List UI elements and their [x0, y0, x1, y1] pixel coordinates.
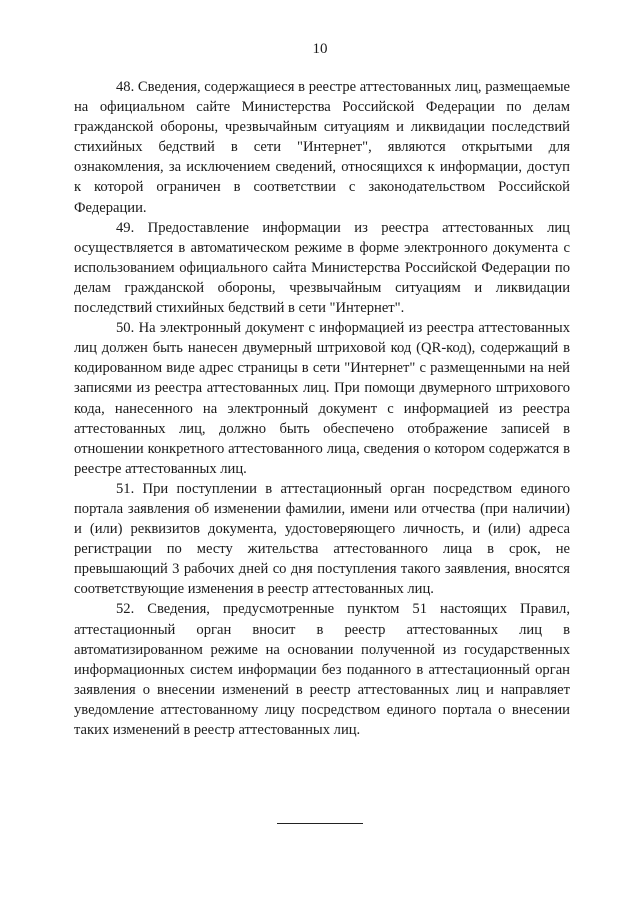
paragraph-52: 52. Сведения, предусмотренные пунктом 51 настоящих Правил, аттестационный орган вносит в реестр аттестованных лиц в автоматизированном режиме на основании полученной из государственных информационных систем информации без поданного в аттестационный орган заявления о внесении изменений в реестр аттестованных лиц и направляет уведомление аттестованному лицу посредством единого портала о внесении таких изменений в реестр аттестованных лиц.: [74, 601, 570, 738]
document-body: [74, 77, 570, 740]
paragraph-49: 49. Предоставление информации из реестра аттестованных лиц осуществляется в автоматическом режиме в форме электронного документа с использованием официального сайта Министерства Российской Федерации по делам гражданской обороны, чрезвычайным ситуациям и ликвидации последствий стихийных бедствий в сети "Интернет".: [74, 219, 570, 317]
page-number: 10: [312, 41, 328, 57]
paragraph-51: 51. При поступлении в аттестационный орган посредством единого портала заявления об изменении фамилии, имени или отчества (при наличии) и (или) реквизитов документа, удостоверяющего личность, и (или) адреса регистрации по месту жительства аттестованного лица в срок, не превышающий 3 рабочих дней со дня поступления такого заявления, вносятся соответствующие изменения в реестр аттестованных лиц.: [74, 480, 570, 598]
paragraph-50: 50. На электронный документ с информацией из реестра аттестованных лиц должен быть нанесен двумерный штриховой код (QR-код), содержащий в кодированном виде адрес страницы в сети "Интернет" с размещенными на ней записями из реестра аттестованных лиц. При помощи двумерного штрихового кода, нанесенного на электронный документ с информацией из реестра аттестованных лиц, должно быть обеспечено отображение записей в отношении конкретного аттестованного лица, сведения о котором содержатся в реестре аттестованных лиц.: [74, 320, 570, 477]
paragraph-48: 48. Сведения, содержащиеся в реестре аттестованных лиц, размещаемые на официальном сайте Министерства Российской Федерации по делам гражданской обороны, чрезвычайным ситуациям и ликвидации последствий стихийных бедствий в сети "Интернет", являются открытыми для ознакомления, за исключением сведений, относящихся к информации, доступ к которой ограничен в соответствии с законодательством Российской Федерации.: [74, 79, 570, 216]
closing-rule: [277, 823, 363, 824]
